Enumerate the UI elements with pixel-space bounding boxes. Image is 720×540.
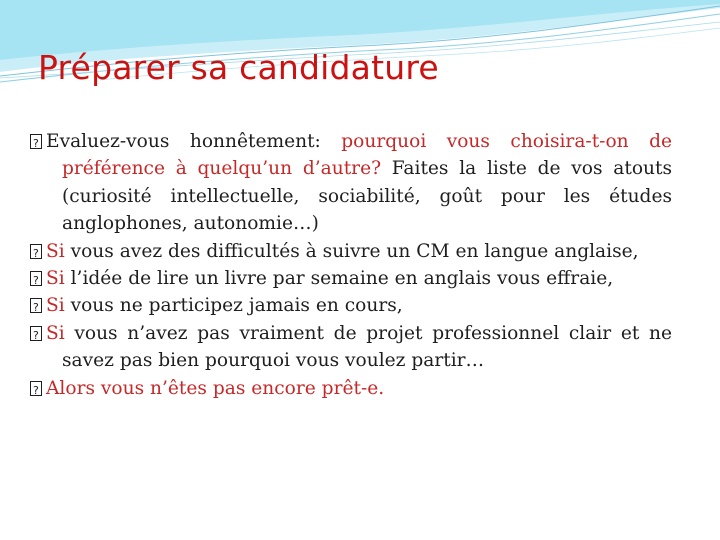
bullet-glyph-icon <box>30 381 42 396</box>
bullet-accent-text: Si <box>46 240 65 262</box>
bullet-item-lecture-difficulty <box>30 238 672 265</box>
bullet-rest-text: vous avez des difficultés à suivre un CM en langue anglaise, <box>64 240 639 262</box>
slide-title: Préparer sa candidature <box>38 48 439 87</box>
bullet-glyph-icon <box>30 271 42 286</box>
bullet-item-conclusion <box>30 375 672 402</box>
bullet-accent-text: Si <box>46 322 65 344</box>
bullet-glyph-icon <box>30 326 42 341</box>
bullet-accent-text: pourquoi vous choisira-t-on de préférence à quelqu’un d’autre? <box>62 131 672 180</box>
bullet-rest-text: vous ne participez jamais en cours, <box>64 295 403 317</box>
bullet-accent-text: Alors vous n’êtes pas encore prêt-e. <box>46 377 385 399</box>
bullet-glyph-icon <box>30 244 42 259</box>
bullet-rest-text: Faites la liste de vos atouts (curiosité intellectuelle, sociabilité, goût pour les études anglophones, autonomie…) <box>62 158 672 235</box>
bullet-rest-text: vous n’avez pas vraiment de projet professionnel clair et ne savez pas bien pourquoi vous voulez partir… <box>62 322 672 372</box>
bullet-item-career-project <box>30 320 672 375</box>
bullet-rest-text: l’idée de lire un livre par semaine en anglais vous effraie, <box>64 268 614 290</box>
bullet-item-reading-fear <box>30 265 672 292</box>
slide-body <box>30 128 672 402</box>
bullet-item-participation <box>30 292 672 319</box>
bullet-accent-text: Si <box>46 295 65 317</box>
bullet-lead-text: Evaluez-vous honnêtement: <box>46 131 342 152</box>
bullet-item-self-assessment <box>30 128 672 238</box>
bullet-accent-text: Si <box>46 268 65 290</box>
bullet-glyph-icon <box>30 298 42 313</box>
bullet-glyph-icon <box>30 134 42 149</box>
